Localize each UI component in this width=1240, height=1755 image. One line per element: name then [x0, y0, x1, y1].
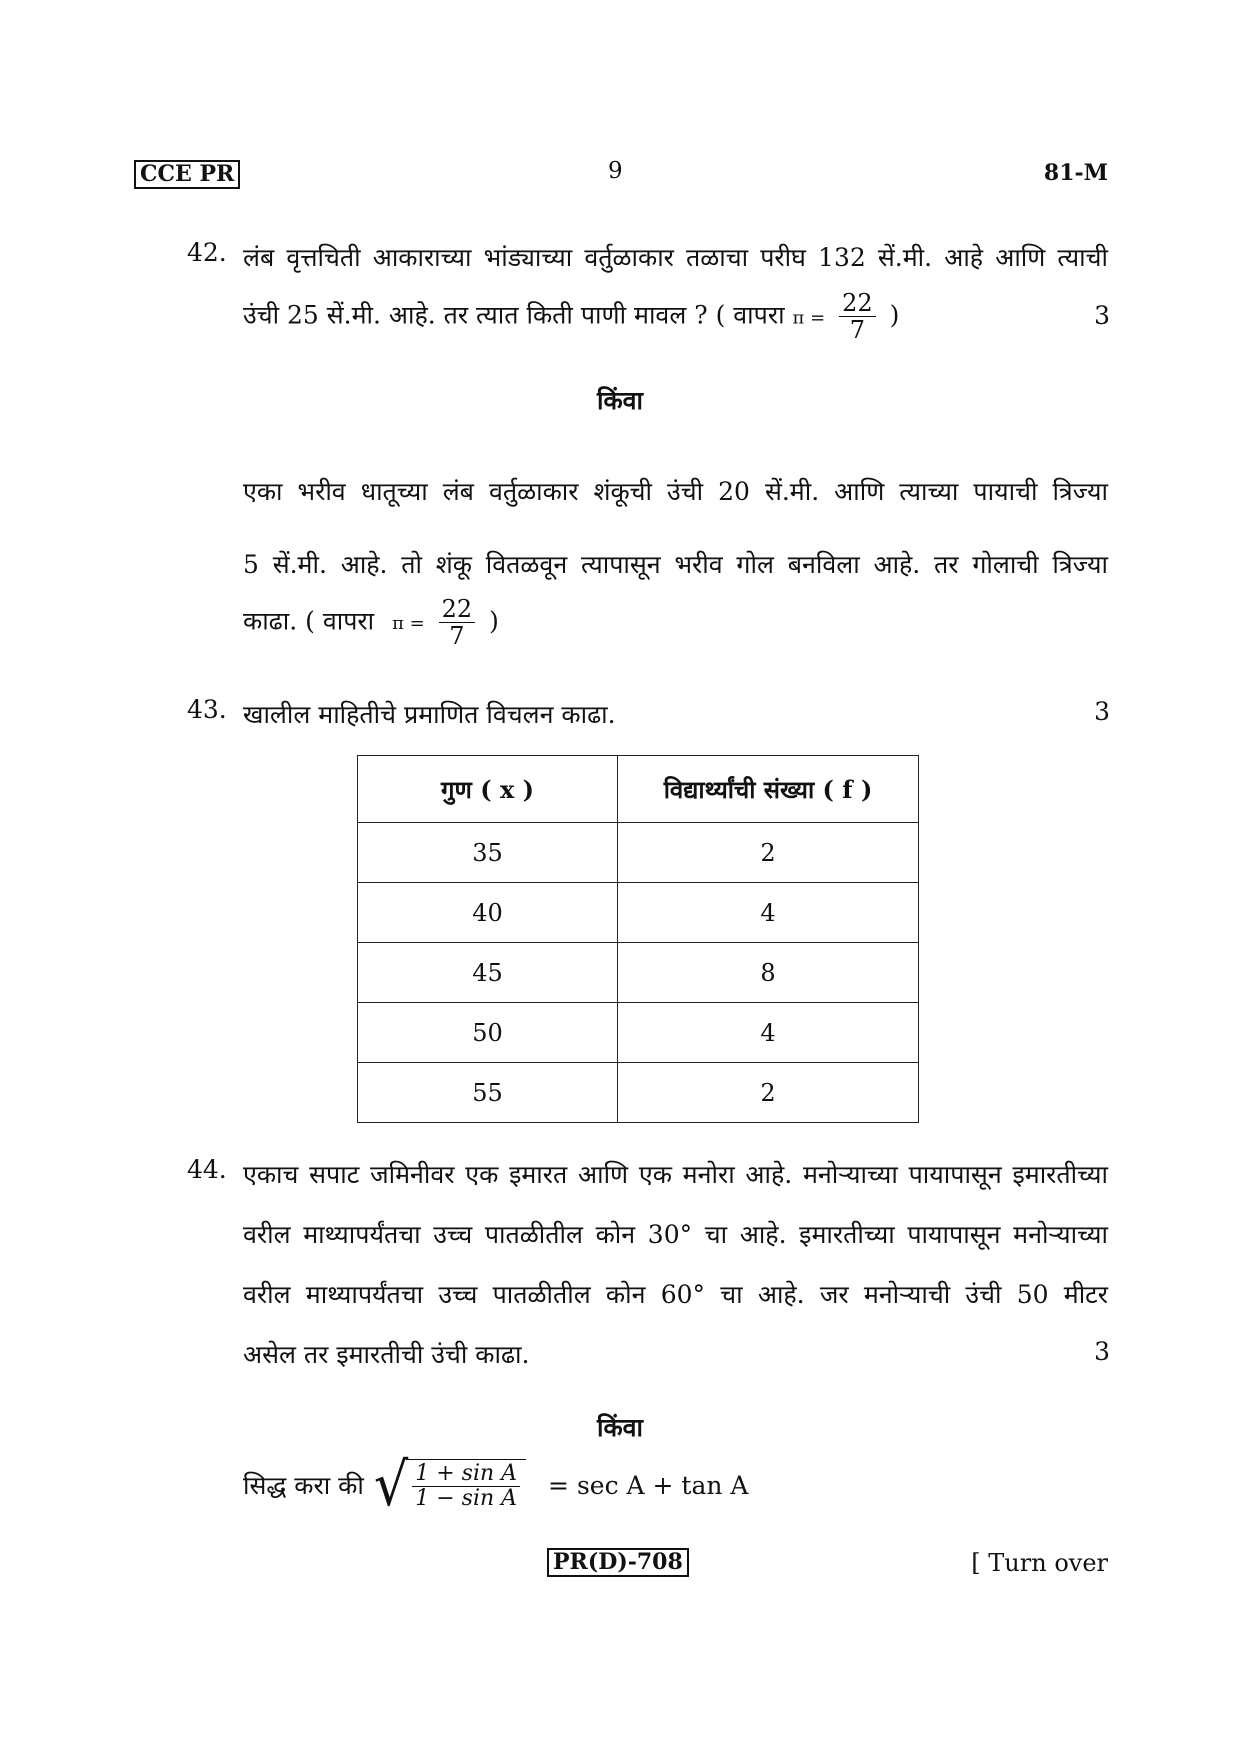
table-cell: 4: [618, 1003, 919, 1063]
pi-fraction: [439, 596, 476, 650]
square-root: [373, 1449, 526, 1520]
q44-line-4: असेल तर इमारतीची उंची काढा.: [243, 1340, 530, 1369]
paper-code-box: CCE PR: [134, 160, 240, 189]
table-row: [358, 823, 919, 883]
q44-line-1: एकाच सपाट जमिनीवर एक इमारत आणि एक मनोरा आहे. मनोऱ्याच्या पायापासून इमारतीच्या: [243, 1160, 1108, 1189]
fraction-denominator: 1 − sin A: [415, 1486, 518, 1511]
table-cell: 35: [358, 823, 618, 883]
question-number-44: 44.: [187, 1155, 227, 1184]
table-cell: 55: [358, 1063, 618, 1123]
page-number: 9: [608, 158, 623, 184]
sin-fraction: [412, 1462, 520, 1511]
table-row: [358, 943, 919, 1003]
marks-frequency-table: [357, 755, 919, 1123]
table-header-row: [358, 756, 919, 823]
pi-fraction: [839, 290, 876, 344]
q44-marks: 3: [1094, 1337, 1110, 1366]
table-header-marks: गुण ( x ): [358, 756, 618, 823]
q42-line-2-text: उंची 25 सें.मी. आहे. तर त्यात किती पाणी मावल ? ( वापरा: [243, 300, 785, 330]
radical-sign: √: [373, 1449, 409, 1520]
pi-equals: π =: [392, 613, 425, 635]
q44-line-3: वरील माथ्यापर्यंतचा उच्च पातळीतील कोन 60° चा आहे. जर मनोऱ्याची उंची 50 मीटर: [243, 1280, 1108, 1309]
prove-text: सिद्ध करा की: [243, 1471, 364, 1500]
pi-equals: π =: [792, 307, 826, 329]
q42-or-line-3-text: काढा. ( वापरा: [243, 606, 375, 636]
identity-line: [243, 1449, 749, 1520]
radicand: [406, 1459, 526, 1511]
fraction-denominator: 7: [849, 316, 866, 345]
q42-or-line-1: एका भरीव धातूच्या लंब वर्तुळाकार शंकूची उंची 20 सें.मी. आणि त्याच्या पायाची त्रिज्या: [243, 477, 1108, 506]
closing-paren: ): [489, 606, 499, 636]
table-row: [358, 1003, 919, 1063]
table-cell: 4: [618, 883, 919, 943]
q42-or-line-3: [243, 596, 499, 650]
q43-text: खालील माहितीचे प्रमाणित विचलन काढा.: [243, 700, 616, 729]
footer-code-box: PR(D)-708: [547, 1548, 689, 1577]
table-cell: 2: [618, 1063, 919, 1123]
q43-marks: 3: [1094, 697, 1110, 726]
table-cell: 50: [358, 1003, 618, 1063]
table-cell: 2: [618, 823, 919, 883]
turn-over-text: [ Turn over: [971, 1549, 1108, 1577]
closing-paren: ): [889, 300, 900, 330]
fraction-numerator: 22: [839, 290, 876, 317]
question-number-43: 43.: [187, 695, 227, 724]
fraction-denominator: 7: [449, 622, 465, 651]
fraction-numerator: 1 + sin A: [412, 1462, 520, 1487]
table-cell: 40: [358, 883, 618, 943]
table-cell: 8: [618, 943, 919, 1003]
table-cell: 45: [358, 943, 618, 1003]
q42-line-1: लंब वृत्तचिती आकाराच्या भांड्याच्या वर्तुळाकार तळाचा परीघ 132 सें.मी. आहे आणि त्याची: [243, 243, 1108, 272]
question-number-42: 42.: [187, 238, 227, 267]
q42-marks: 3: [1094, 301, 1110, 330]
or-heading-1: किंवा: [596, 386, 644, 415]
q42-line-2: [243, 290, 899, 344]
table-header-students: विद्यार्थ्यांची संख्या ( f ): [618, 756, 919, 823]
table-row: [358, 883, 919, 943]
fraction-numerator: 22: [439, 596, 476, 623]
or-heading-2: किंवा: [596, 1413, 644, 1442]
identity-rhs: = sec A + tan A: [548, 1470, 749, 1500]
subject-code: 81-M: [1043, 160, 1108, 186]
q42-or-line-2: 5 सें.मी. आहे. तो शंकू वितळवून त्यापासून भरीव गोल बनविला आहे. तर गोलाची त्रिज्या: [243, 550, 1108, 579]
table-row: [358, 1063, 919, 1123]
q44-line-2: वरील माथ्यापर्यंतचा उच्च पातळीतील कोन 30° चा आहे. इमारतीच्या पायापासून मनोऱ्याच्या: [243, 1220, 1108, 1249]
